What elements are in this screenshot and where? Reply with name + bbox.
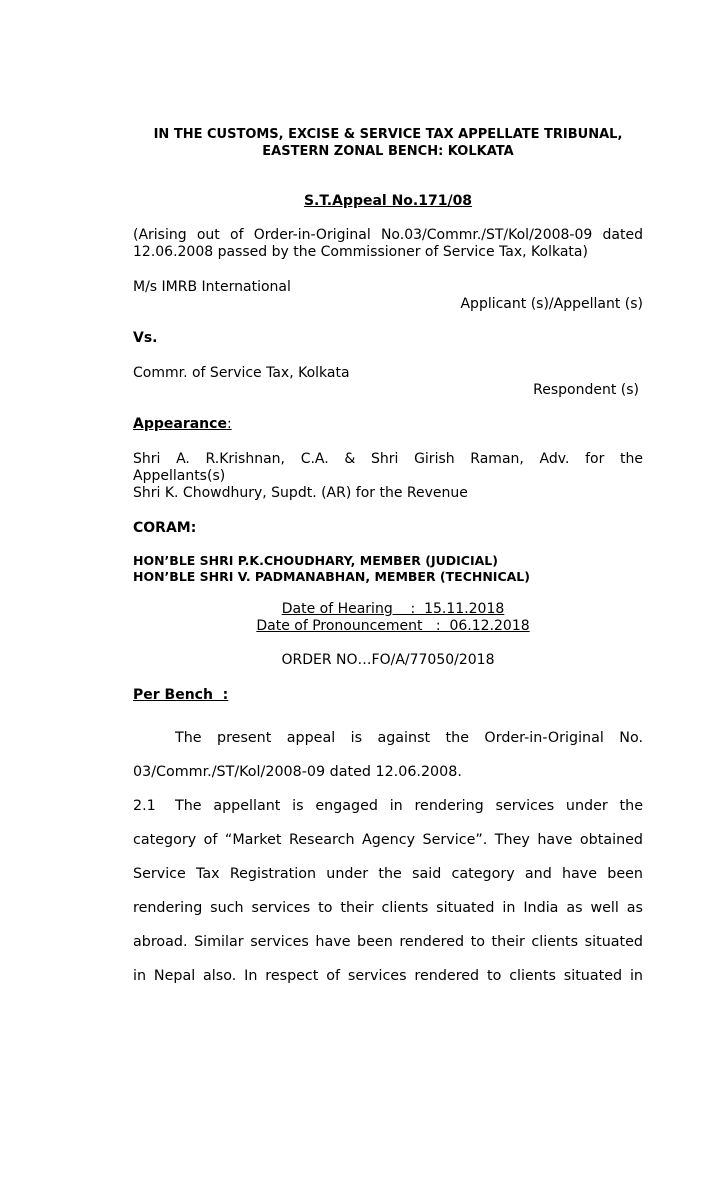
appearance-details — [133, 451, 643, 502]
arising-line-2: 12.06.2008 passed by the Commissioner of Service Tax, Kolkata) — [133, 244, 588, 260]
date-of-hearing: Date of Hearing : 15.11.2018 — [281, 601, 505, 617]
paragraph-number: 2.1 — [133, 798, 156, 814]
appellant-role: Applicant (s)/Appellant (s) — [460, 296, 643, 312]
body-p2-line-1-text: The appellant is engaged in rendering services under the — [175, 798, 643, 814]
tribunal-header — [133, 126, 643, 160]
appearance-line-2: Appellants(s) — [133, 468, 226, 484]
body-p1-line-2: 03/Commr./ST/Kol/2008-09 dated 12.06.2008. — [133, 764, 462, 780]
body-p2-line-5: abroad. Similar services have been rendered to their clients situated — [133, 934, 643, 950]
appearance-heading-text: Appearance — [133, 416, 227, 432]
arising-out-of — [133, 227, 643, 261]
appearance-line-3: Shri K. Chowdhury, Supdt. (AR) for the Revenue — [133, 485, 468, 501]
respondent-name: Commr. of Service Tax, Kolkata — [133, 365, 350, 381]
appellant-name: M/s IMRB International — [133, 279, 291, 295]
coram-members — [133, 553, 643, 585]
hearing-dates — [133, 601, 643, 635]
order-body — [133, 721, 643, 993]
header-line-1: IN THE CUSTOMS, EXCISE & SERVICE TAX APPELLATE TRIBUNAL, — [153, 127, 623, 142]
per-bench-text: Per Bench : — [133, 687, 229, 703]
coram-heading: CORAM: — [133, 520, 197, 536]
body-p2-line-4: rendering such services to their clients situated in India as well as — [133, 900, 643, 916]
appeal-number: S.T.Appeal No.171/08 — [303, 193, 473, 209]
body-p2-line-1 — [133, 789, 643, 823]
coram-member-2: HON’BLE SHRI V. PADMANABHAN, MEMBER (TECHNICAL) — [133, 569, 530, 584]
date-of-pronouncement: Date of Pronouncement : 06.12.2018 — [256, 618, 530, 634]
respondent-role: Respondent (s) — [533, 382, 639, 398]
order-number: ORDER NO…FO/A/77050/2018 — [281, 652, 495, 668]
body-p1-line-1: The present appeal is against the Order-in-Original No. — [175, 730, 643, 746]
body-p2-line-3: Service Tax Registration under the said category and have been — [133, 866, 643, 882]
appearance-heading — [133, 416, 643, 433]
arising-line-1: (Arising out of Order-in-Original No.03/Commr./ST/Kol/2008-09 dated — [133, 227, 643, 243]
body-p2-line-2: category of “Market Research Agency Service”. They have obtained — [133, 832, 643, 848]
coram-member-1: HON’BLE SHRI P.K.CHOUDHARY, MEMBER (JUDICIAL) — [133, 553, 498, 568]
versus-label: Vs. — [133, 330, 158, 346]
per-bench-heading — [133, 687, 643, 704]
appearance-line-1: Shri A. R.Krishnan, C.A. & Shri Girish Raman, Adv. for the — [133, 451, 643, 467]
header-line-2: EASTERN ZONAL BENCH: KOLKATA — [262, 144, 514, 159]
appearance-colon: : — [226, 416, 232, 432]
body-p2-line-6: in Nepal also. In respect of services rendered to clients situated in — [133, 968, 643, 984]
